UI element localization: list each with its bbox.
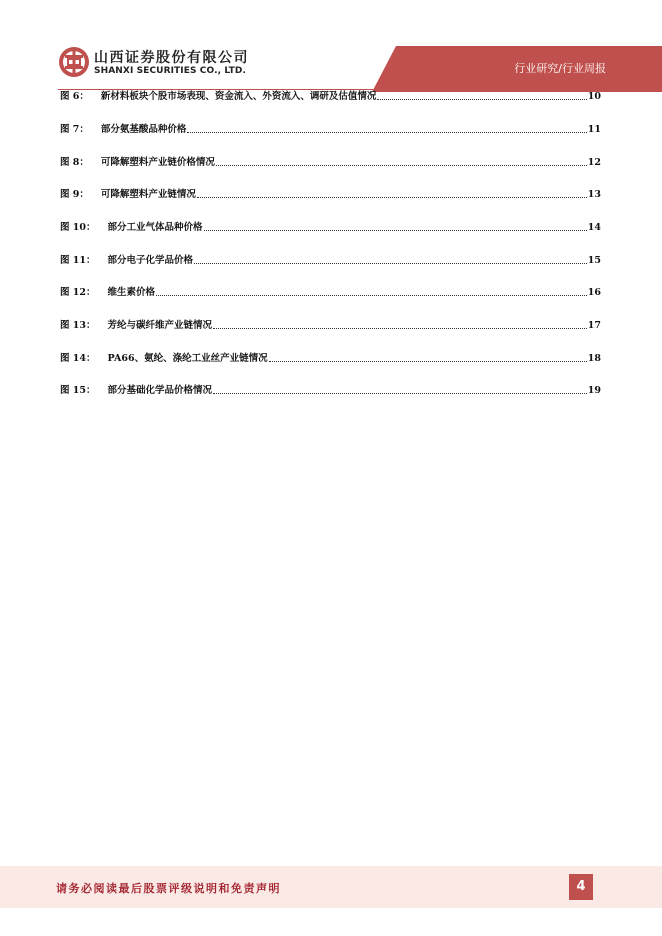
leader-dots <box>187 131 586 133</box>
company-name-cn: 山西证券股份有限公司 <box>94 50 249 66</box>
figure-title: 新材料板块个股市场表现、资金流入、外资流入、调研及估值情况 <box>100 91 377 102</box>
page-number: 10 <box>587 91 601 102</box>
page-number: 17 <box>587 320 601 331</box>
report-type-label: 行业研究/行业周报 <box>514 62 606 75</box>
figure-label: 图 7： <box>60 124 89 135</box>
page-number: 18 <box>587 353 601 364</box>
toc-entry[interactable] <box>60 123 601 137</box>
figure-title: 维生素价格 <box>107 287 156 298</box>
page-number: 11 <box>587 124 601 135</box>
figure-title: 可降解塑料产业链情况 <box>100 189 196 200</box>
disclaimer-notice[interactable]: 请务必阅读最后股票评级说明和免责声明 <box>56 882 281 895</box>
toc-entry[interactable] <box>60 352 601 366</box>
toc-entry[interactable] <box>60 254 601 268</box>
toc-entry[interactable] <box>60 188 601 202</box>
figure-label: 图 12： <box>60 287 96 298</box>
page-number: 19 <box>587 385 601 396</box>
figure-label: 图 14： <box>60 353 96 364</box>
figure-label: 图 11： <box>60 255 96 266</box>
figure-title: 部分氨基酸品种价格 <box>100 124 187 135</box>
page-number: 12 <box>587 157 601 168</box>
leader-dots <box>156 294 587 296</box>
toc-entry[interactable] <box>60 319 601 333</box>
leader-dots <box>213 392 587 394</box>
figure-title: 部分基础化学品价格情况 <box>107 385 213 396</box>
page-number-badge: 4 <box>569 874 593 900</box>
toc-entry[interactable] <box>60 384 601 398</box>
figure-title: 可降解塑料产业链价格情况 <box>100 157 215 168</box>
figure-label: 图 8： <box>60 157 89 168</box>
leader-dots <box>213 327 587 329</box>
figure-label: 图 15： <box>60 385 96 396</box>
leader-dots <box>269 360 587 362</box>
figure-label: 图 9： <box>60 189 89 200</box>
toc-entry[interactable] <box>60 286 601 300</box>
page-number: 14 <box>587 222 601 233</box>
figure-title: 芳纶与碳纤维产业链情况 <box>107 320 213 331</box>
page-footer <box>0 866 662 908</box>
page-header <box>0 0 662 92</box>
page-number: 15 <box>587 255 601 266</box>
figure-label: 图 6： <box>60 91 89 102</box>
page-number: 16 <box>587 287 601 298</box>
page-number: 13 <box>587 189 601 200</box>
toc-entry[interactable] <box>60 156 601 170</box>
figure-title: 部分工业气体品种价格 <box>107 222 203 233</box>
leader-dots <box>204 229 587 231</box>
leader-dots <box>216 164 587 166</box>
company-name-en: SHANXI SECURITIES CO., LTD. <box>94 66 247 76</box>
figure-title: 部分电子化学品价格 <box>107 255 194 266</box>
leader-dots <box>194 262 587 264</box>
header-banner <box>0 0 662 92</box>
toc-entry[interactable] <box>60 90 601 104</box>
toc-entry[interactable] <box>60 221 601 235</box>
company-logo-icon <box>58 46 90 78</box>
figure-label: 图 13： <box>60 320 96 331</box>
leader-dots <box>377 98 586 100</box>
leader-dots <box>197 196 587 198</box>
figure-title: PA66、氨纶、涤纶工业丝产业链情况 <box>107 353 268 364</box>
figure-label: 图 10： <box>60 222 96 233</box>
